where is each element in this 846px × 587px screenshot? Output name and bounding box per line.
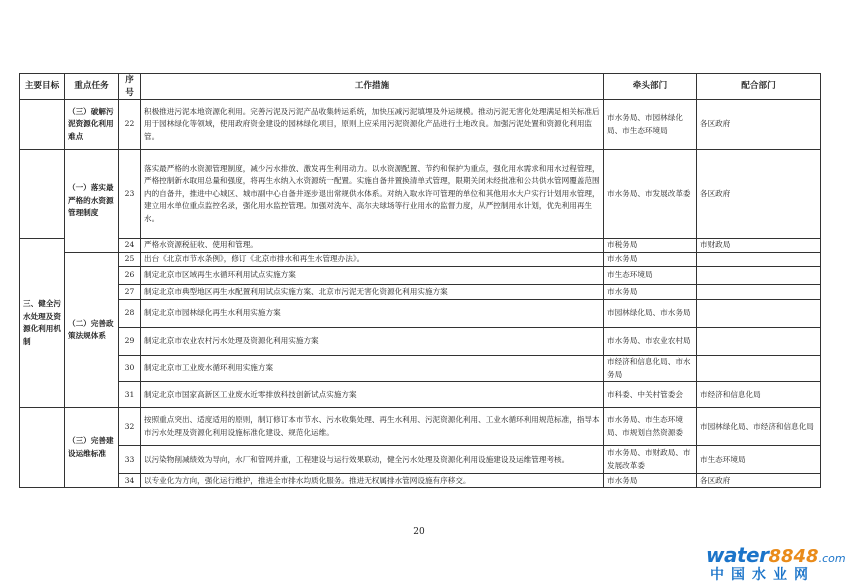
measure-cell: 按照重点突出、适度适用的原则，制订修订本市节水、污水收集处理、再生水利用、污泥资源化利用、工业水循环利用规范标准，指导本市污水处理及资源化利用设施标准化建设、规范化运维。 — [141, 408, 604, 446]
row-number: 26 — [119, 267, 141, 285]
row-number: 23 — [119, 150, 141, 239]
measure-cell: 落实最严格的水资源管理制度，减少污水排放、激发再生利用动力。以水资源配置、节约和保护为重点，强化用水需求和用水过程管理，严格控制新水取用总量和强度，将再生水纳入水资源统一配置。实施自备井置换清单式管理，限期关闭未经批准和公共供水管网覆盖范围内的自备井，推进中心城区、城市副中心自备井逐步退出常规供水体系。对纳入取水许可管理的单位和其他用水大户实行计划用水管理，建立用水单位重点监控名录，强化用水监控管理。加强对洗车、高尔夫球场等行业用水的监督力度，从严控制用水计划，优先利用再生水。 — [141, 150, 604, 239]
measure-cell: 以专业化为方向，强化运行维护，推进全市排水均质化服务。推进无权属排水管网设施有序移交。 — [141, 474, 604, 488]
lead-cell: 市水务局、市园林绿化局、市生态环境局 — [604, 100, 697, 150]
lead-cell: 市水务局、市生态环境局、市规划自然资源委 — [604, 408, 697, 446]
measure-cell: 出台《北京市节水条例》，修订《北京市排水和再生水管理办法》。 — [141, 253, 604, 267]
lead-cell: 市水务局、市发展改革委 — [604, 150, 697, 239]
lead-cell: 市园林绿化局、市水务局 — [604, 300, 697, 328]
task-cell: （三）完善建设运维标准 — [65, 408, 119, 488]
measure-cell: 制定北京市工业废水循环利用实施方案 — [141, 356, 604, 382]
measure-cell: 制定北京市典型地区再生水配置利用试点实施方案、北京市污泥无害化资源化利用实施方案 — [141, 285, 604, 300]
support-cell — [697, 300, 821, 328]
lead-cell: 市水务局 — [604, 285, 697, 300]
measure-cell: 制定北京市园林绿化再生水利用实施方案 — [141, 300, 604, 328]
watermark-part3: .com — [818, 552, 846, 565]
table-row — [20, 300, 821, 328]
measure-cell: 严格水资源税征收、使用和管理。 — [141, 239, 604, 253]
table-row — [20, 253, 821, 267]
row-number: 31 — [119, 382, 141, 408]
lead-cell: 市水务局 — [604, 253, 697, 267]
row-number: 33 — [119, 446, 141, 474]
table-row — [20, 150, 821, 239]
goal-cell-empty — [20, 100, 65, 150]
lead-cell: 市科委、中关村管委会 — [604, 382, 697, 408]
header-measure: 工作措施 — [141, 74, 604, 100]
support-cell: 市生态环境局 — [697, 446, 821, 474]
support-cell — [697, 328, 821, 356]
support-cell — [697, 356, 821, 382]
watermark-cn: 中国水业网 — [710, 567, 815, 583]
lead-cell: 市水务局 — [604, 474, 697, 488]
table-row — [20, 356, 821, 382]
page-number: 20 — [413, 527, 425, 537]
support-cell: 市经济和信息化局 — [697, 382, 821, 408]
support-cell: 各区政府 — [697, 474, 821, 488]
goal-cell: 三、健全污水处理及资源化利用机制 — [20, 239, 65, 408]
support-cell: 各区政府 — [697, 100, 821, 150]
support-cell — [697, 267, 821, 285]
table-row — [20, 285, 821, 300]
lead-cell: 市水务局、市财政局、市发展改革委 — [604, 446, 697, 474]
measure-cell: 制定北京市国家高新区工业废水近零排放科技创新试点实施方案 — [141, 382, 604, 408]
header-task: 重点任务 — [65, 74, 119, 100]
goal-cell-empty — [20, 150, 65, 239]
support-cell — [697, 253, 821, 267]
lead-cell: 市生态环境局 — [604, 267, 697, 285]
measures-table — [19, 73, 821, 488]
table-row — [20, 474, 821, 488]
support-cell: 市园林绿化局、市经济和信息化局 — [697, 408, 821, 446]
table-row — [20, 408, 821, 446]
header-lead-dept: 牵头部门 — [604, 74, 697, 100]
task-cell: （二）完善政策法规体系 — [65, 253, 119, 408]
table-row — [20, 100, 821, 150]
lead-cell: 市经济和信息化局、市水务局 — [604, 356, 697, 382]
measure-cell: 制定北京市区域再生水循环利用试点实施方案 — [141, 267, 604, 285]
table-row — [20, 382, 821, 408]
measure-cell: 以污染物削减绩效为导向，水厂和管网并重，工程建设与运行效果联动，健全污水处理及资源化利用设施建设及运维管理考核。 — [141, 446, 604, 474]
header-number: 序号 — [119, 74, 141, 100]
row-number: 32 — [119, 408, 141, 446]
table-row — [20, 267, 821, 285]
watermark-part1: water — [706, 543, 769, 567]
row-number: 22 — [119, 100, 141, 150]
table-header-row — [20, 74, 821, 100]
measure-cell: 积极推进污泥本地资源化利用。完善污泥及污泥产品收集转运系统，加快压减污泥填埋及外运规模。推动污泥无害化处理满足相关标准后用于园林绿化等领域，使用政府资金建设的园林绿化项目，原则上应采用污泥资源化产品进行土地改良。加强污泥处置和资源化利用监管。 — [141, 100, 604, 150]
support-cell: 各区政府 — [697, 150, 821, 239]
support-cell: 市财政局 — [697, 239, 821, 253]
table-row — [20, 239, 821, 253]
row-number: 30 — [119, 356, 141, 382]
table-row — [20, 446, 821, 474]
lead-cell: 市水务局、市农业农村局 — [604, 328, 697, 356]
row-number: 27 — [119, 285, 141, 300]
support-cell — [697, 285, 821, 300]
row-number: 29 — [119, 328, 141, 356]
lead-cell: 市税务局 — [604, 239, 697, 253]
goal-cell-empty — [20, 408, 65, 488]
measure-cell: 制定北京市农业农村污水处理及资源化利用实施方案 — [141, 328, 604, 356]
watermark-logo — [706, 543, 846, 583]
row-number: 28 — [119, 300, 141, 328]
watermark-part2: 8848 — [768, 546, 819, 567]
table-row — [20, 328, 821, 356]
row-number: 25 — [119, 253, 141, 267]
row-number: 34 — [119, 474, 141, 488]
header-support-dept: 配合部门 — [697, 74, 821, 100]
row-number: 24 — [119, 239, 141, 253]
header-goal: 主要目标 — [20, 74, 65, 100]
task-cell: （一）落实最严格的水资源管理制度 — [65, 150, 119, 253]
task-cell: （三）破解污泥资源化利用难点 — [65, 100, 119, 150]
